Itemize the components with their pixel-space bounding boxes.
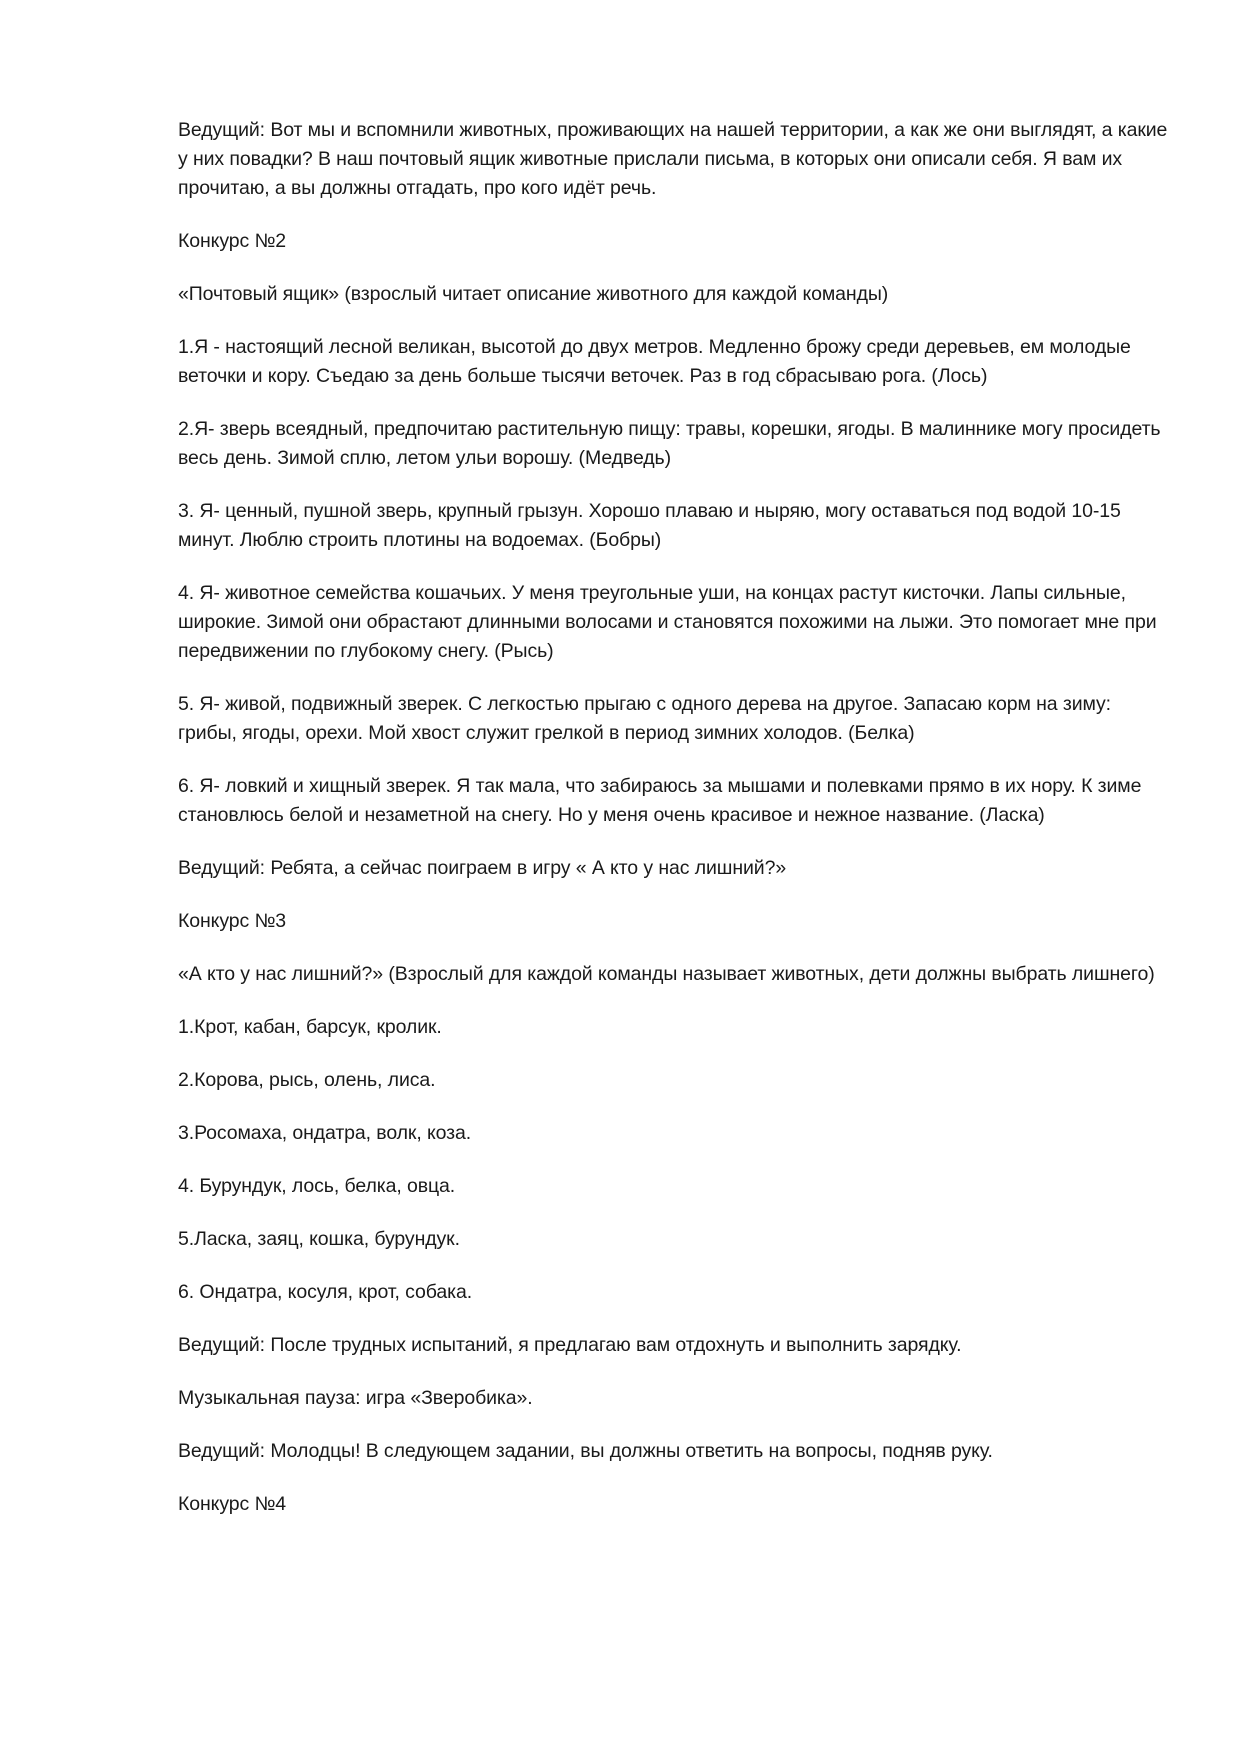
- contest-4-heading: Конкурс №4: [178, 1493, 287, 1515]
- document-page: [178, 116, 1168, 1543]
- odd-one-out-list-item: 4. Бурундук, лось, белка, овца.: [178, 1175, 456, 1197]
- odd-one-out-list-item: 1.Крот, кабан, барсук, кролик.: [178, 1016, 442, 1038]
- host-exercise-paragraph: Ведущий: После трудных испытаний, я предлагаю вам отдохнуть и выполнить зарядку.: [178, 1334, 962, 1356]
- riddle-6: 6. Я- ловкий и хищный зверек. Я так мала, что забираюсь за мышами и полевками прямо в их нору. К зиме становлюсь белой и незаметной на снегу. Но у меня очень красивое и нежное название. (Ласка): [178, 775, 1142, 826]
- riddle-3: 3. Я- ценный, пушной зверь, крупный грызун. Хорошо плаваю и ныряю, могу оставаться под водой 10-15 минут. Люблю строить плотины на водоемах. (Бобры): [178, 500, 1121, 551]
- riddle-5: 5. Я- живой, подвижный зверек. С легкостью прыгаю с одного дерева на другое. Запасаю корм на зиму: грибы, ягоды, орехи. Мой хвост служит грелкой в период зимних холодов. (Белка): [178, 693, 1111, 744]
- host-next-task-paragraph: Ведущий: Молодцы! В следующем задании, вы должны ответить на вопросы, подняв руку.: [178, 1440, 993, 1462]
- riddle-1: 1.Я - настоящий лесной великан, высотой до двух метров. Медленно брожу среди деревьев, ем молодые веточки и кору. Съедаю за день больше тысячи веточек. Раз в год сбрасываю рога. (Лось): [178, 336, 1131, 387]
- odd-one-out-list-item: 3.Росомаха, ондатра, волк, коза.: [178, 1122, 472, 1144]
- contest-2-description: «Почтовый ящик» (взрослый читает описание животного для каждой команды): [178, 283, 889, 305]
- riddle-2: 2.Я- зверь всеядный, предпочитаю растительную пищу: травы, корешки, ягоды. В малиннике могу просидеть весь день. Зимой сплю, летом ульи ворошу. (Медведь): [178, 418, 1161, 469]
- contest-3-description: «А кто у нас лишний?» (Взрослый для каждой команды называет животных, дети должны выбрать лишнего): [178, 963, 1155, 985]
- host-intro-paragraph: Ведущий: Вот мы и вспомнили животных, проживающих на нашей территории, а как же они выглядят, а какие у них повадки? В наш почтовый ящик животные прислали письма, в которых они описали себя. Я вам их прочитаю, а вы должны отгадать, про кого идёт речь.: [178, 119, 1168, 199]
- odd-one-out-list-item: 2.Корова, рысь, олень, лиса.: [178, 1069, 436, 1091]
- odd-one-out-list-item: 5.Ласка, заяц, кошка, бурундук.: [178, 1228, 460, 1250]
- contest-2-heading: Конкурс №2: [178, 230, 287, 252]
- riddle-4: 4. Я- животное семейства кошачьих. У меня треугольные уши, на концах растут кисточки. Лапы сильные, широкие. Зимой они обрастают длинными волосами и становятся похожими на лыжи. Это помогает мне при передвижении по глубокому снегу. (Рысь): [178, 582, 1157, 662]
- host-game-intro: Ведущий: Ребята, а сейчас поиграем в игру « А кто у нас лишний?»: [178, 857, 787, 879]
- music-pause-paragraph: Музыкальная пауза: игра «Зверобика».: [178, 1387, 533, 1409]
- odd-one-out-list-item: 6. Ондатра, косуля, крот, собака.: [178, 1281, 473, 1303]
- contest-3-heading: Конкурс №3: [178, 910, 287, 932]
